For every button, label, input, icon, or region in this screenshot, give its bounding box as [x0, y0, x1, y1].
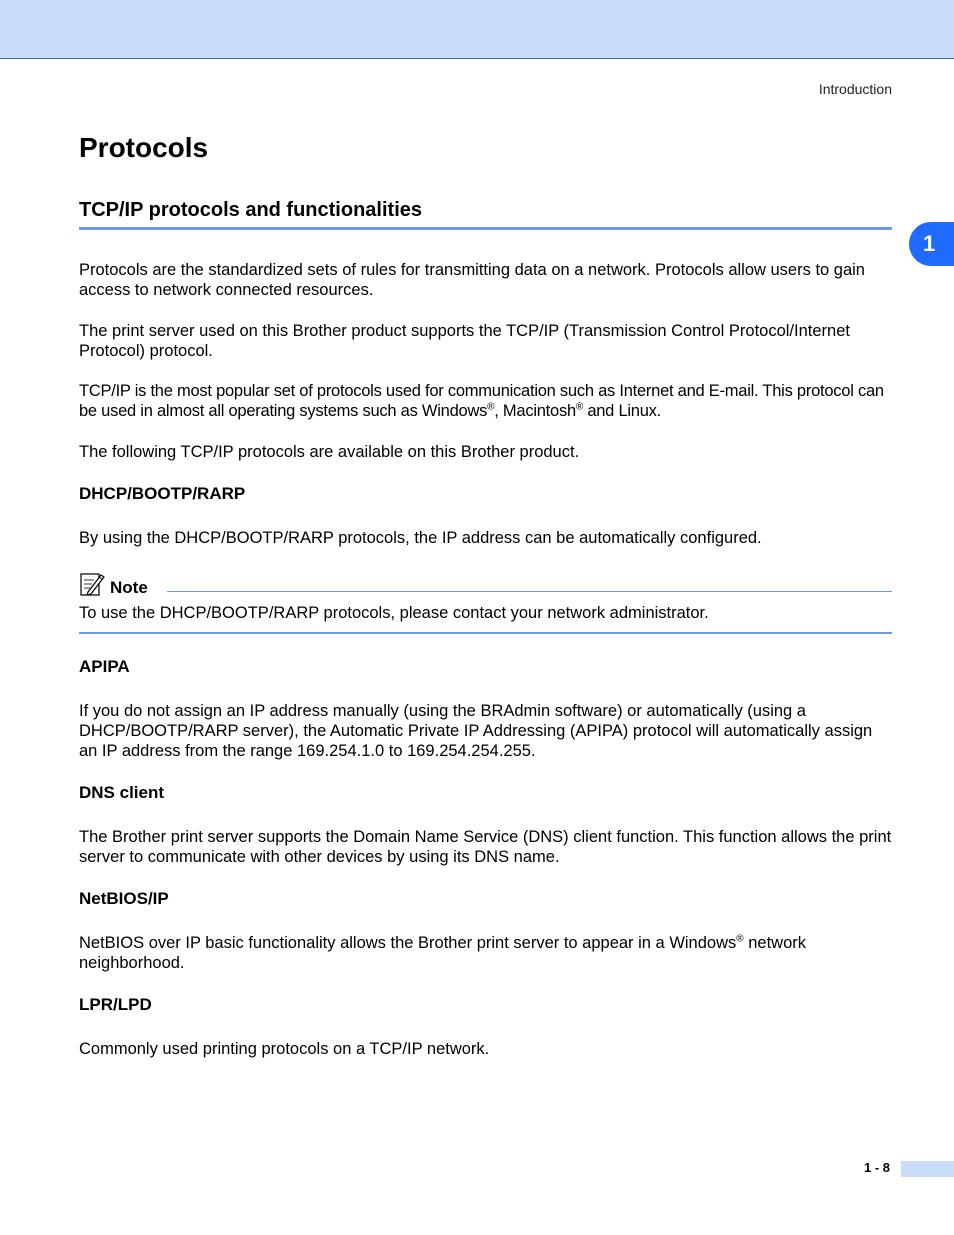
paragraph-dhcp: By using the DHCP/BOOTP/RARP protocols, the IP address can be automatically configured.: [79, 529, 762, 547]
heading-dhcp: DHCP/BOOTP/RARP: [79, 484, 246, 503]
registered-mark: ®: [736, 933, 744, 945]
note-divider: [167, 591, 892, 592]
registered-mark: ®: [487, 401, 495, 413]
paragraph-print-server: The print server used on this Brother product supports the TCP/IP (Transmission Control Protocol/Internet Protocol) protocol.: [79, 322, 850, 360]
paragraph-tcpip-text: TCP/IP is the most popular set of protocols used for communication such as Internet and E-mail. This protocol can be used in almost all operating systems such as Windows: [79, 382, 884, 420]
page-title: Protocols: [79, 132, 209, 163]
note-label: Note: [110, 578, 148, 597]
paragraph-protocols: Protocols are the standardized sets of rules for transmitting data on a network. Protocols allow users to gain access to network connected resources.: [79, 261, 865, 299]
heading-lpr: LPR/LPD: [79, 995, 152, 1014]
paragraph-dns: The Brother print server supports the Domain Name Service (DNS) client function. This function allows the print server to communicate with other devices by using its DNS name.: [79, 828, 892, 866]
running-header: Introduction: [818, 81, 892, 97]
header-band: [0, 0, 954, 59]
paragraph-tcpip: [79, 381, 892, 421]
paragraph-apipa: If you do not assign an IP address manually (using the BRAdmin software) or automatically (using a DHCP/BOOTP/RARP server), the Automatic Private IP Addressing (APIPA) protocol will automatically assign an IP address from the range 169.254.1.0 to 169.254.254.255.: [79, 702, 873, 760]
paragraph-lpr: Commonly used printing protocols on a TCP/IP network.: [79, 1040, 490, 1058]
registered-mark: ®: [575, 401, 583, 413]
heading-apipa: APIPA: [79, 657, 130, 676]
section-heading: TCP/IP protocols and functionalities: [79, 199, 892, 230]
paragraph-netbios-text: NetBIOS over IP basic functionality allows the Brother print server to appear in a Windows: [79, 934, 737, 952]
note-text: To use the DHCP/BOOTP/RARP protocols, please contact your network administrator.: [79, 604, 709, 622]
note-bottom-divider: [79, 632, 892, 634]
paragraph-netbios: [79, 933, 892, 973]
footer-bar: [901, 1161, 954, 1177]
chapter-tab: 1: [909, 222, 954, 266]
note-pencil-icon: [79, 571, 105, 597]
paragraph-following: The following TCP/IP protocols are available on this Brother product.: [79, 443, 580, 461]
heading-netbios: NetBIOS/IP: [79, 889, 169, 908]
paragraph-tcpip-text: and Linux.: [583, 402, 661, 420]
page-number: 1 - 8: [864, 1160, 891, 1175]
paragraph-netbios-text: network neighborhood.: [79, 934, 806, 972]
heading-dns: DNS client: [79, 783, 165, 802]
paragraph-tcpip-text: , Macintosh: [494, 402, 576, 420]
